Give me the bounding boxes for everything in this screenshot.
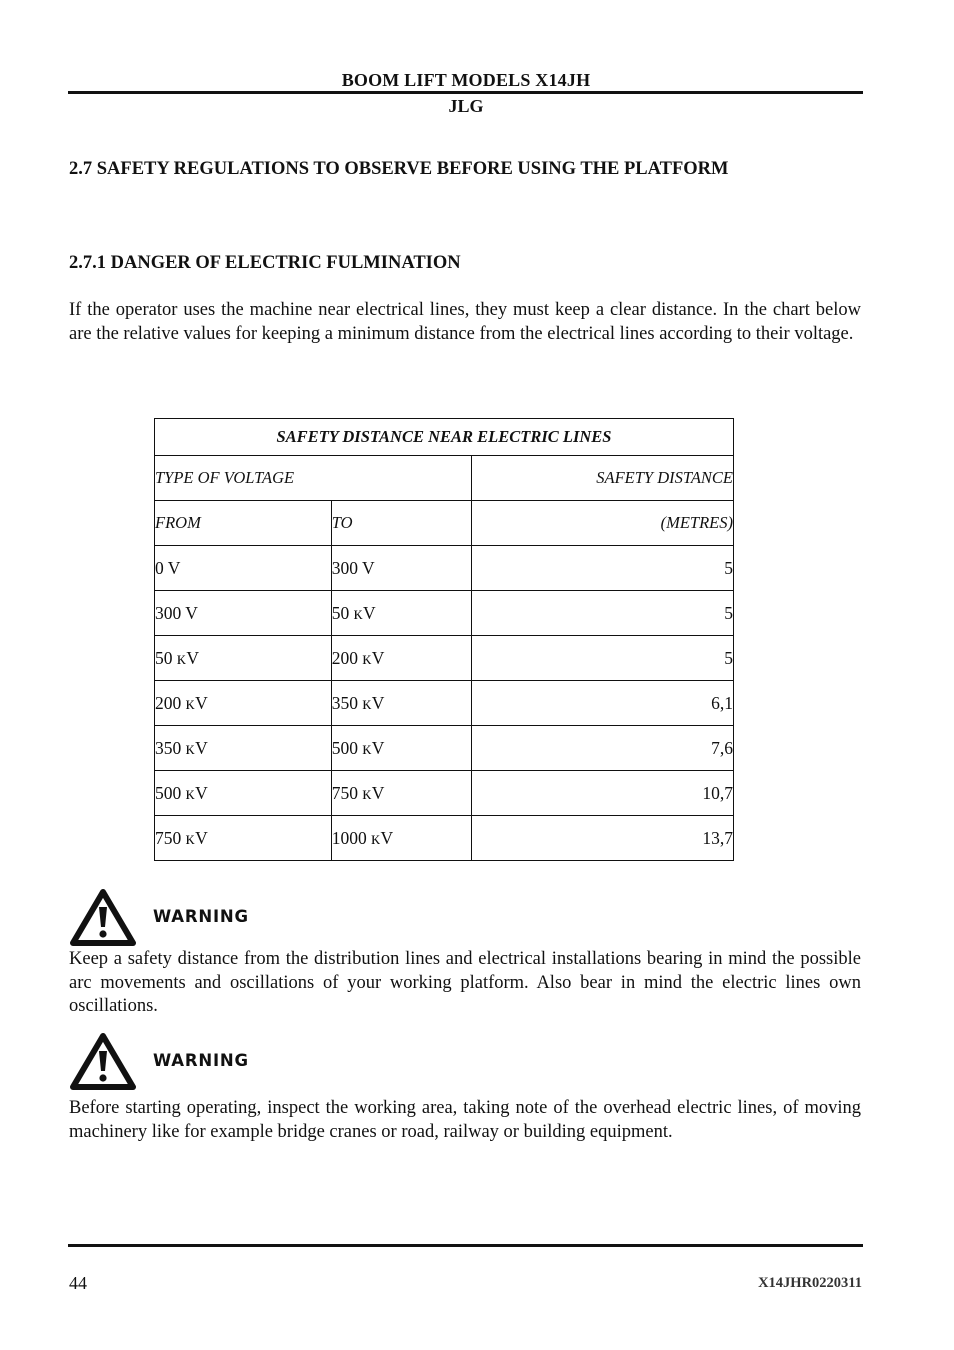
intro-paragraph: If the operator uses the machine near electrical lines, they must keep a clear distance. In the chart below are the relative values for keeping a minimum distance from the electrical lines according to their voltage. [69, 300, 861, 344]
header-title: BOOM LIFT MODELS X14JH [341, 70, 591, 90]
table-header-row [155, 456, 734, 501]
warning-triangle-icon [70, 1033, 136, 1091]
cell-to: 500 ᴋV [331, 726, 472, 771]
cell-from: 50 ᴋV [155, 636, 332, 681]
table-row [155, 816, 734, 861]
cell-to: 200 ᴋV [331, 636, 472, 681]
footer-divider [68, 1244, 863, 1247]
cell-distance: 5 [472, 591, 734, 636]
cell-distance: 13,7 [472, 816, 734, 861]
table-row [155, 546, 734, 591]
safety-distance-table [154, 418, 734, 861]
cell-distance: 5 [472, 636, 734, 681]
header-metres: (METRES) [472, 501, 734, 546]
cell-distance: 5 [472, 546, 734, 591]
cell-to: 50 ᴋV [331, 591, 472, 636]
header-to: TO [331, 501, 472, 546]
cell-to: 750 ᴋV [331, 771, 472, 816]
warning-label: WARNING [153, 907, 249, 926]
table-row [155, 726, 734, 771]
table-row [155, 771, 734, 816]
cell-to: 300 V [331, 546, 472, 591]
cell-to: 350 ᴋV [331, 681, 472, 726]
table-row [155, 681, 734, 726]
cell-from: 300 V [155, 591, 332, 636]
cell-from: 750 ᴋV [155, 816, 332, 861]
cell-distance: 6,1 [472, 681, 734, 726]
header-safety-distance: SAFETY DISTANCE [472, 456, 734, 501]
warning-label: WARNING [153, 1051, 249, 1070]
cell-from: 0 V [155, 546, 332, 591]
header-divider [68, 91, 863, 94]
table-subheader-row [155, 501, 734, 546]
table-row [155, 591, 734, 636]
cell-distance: 10,7 [472, 771, 734, 816]
header-brand: JLG [448, 96, 484, 116]
cell-from: 350 ᴋV [155, 726, 332, 771]
table-row [155, 636, 734, 681]
header-type-of-voltage: TYPE OF VOLTAGE [155, 456, 472, 501]
warning-text: Before starting operating, inspect the working area, taking note of the overhead electric lines, of moving machinery like for example bridge cranes or road, railway or building equipment. [69, 1098, 861, 1142]
cell-from: 200 ᴋV [155, 681, 332, 726]
section-title: 2.7 SAFETY REGULATIONS TO OBSERVE BEFORE USING THE PLATFORM [69, 159, 729, 179]
header-from: FROM [155, 501, 332, 546]
cell-from: 500 ᴋV [155, 771, 332, 816]
table-caption-row [155, 419, 734, 456]
warning-triangle-icon [70, 889, 136, 947]
table-caption: SAFETY DISTANCE NEAR ELECTRIC LINES [155, 419, 734, 456]
document-code: X14JHR0220311 [758, 1275, 862, 1291]
subsection-title: 2.7.1 DANGER OF ELECTRIC FULMINATION [69, 253, 461, 273]
cell-to: 1000 ᴋV [331, 816, 472, 861]
warning-text: Keep a safety distance from the distribution lines and electrical installations bearing in mind the possible arc movements and oscillations of your working platform. Also bear in mind the electric lines own oscillations. [69, 949, 861, 1016]
page-number: 44 [69, 1273, 87, 1293]
cell-distance: 7,6 [472, 726, 734, 771]
